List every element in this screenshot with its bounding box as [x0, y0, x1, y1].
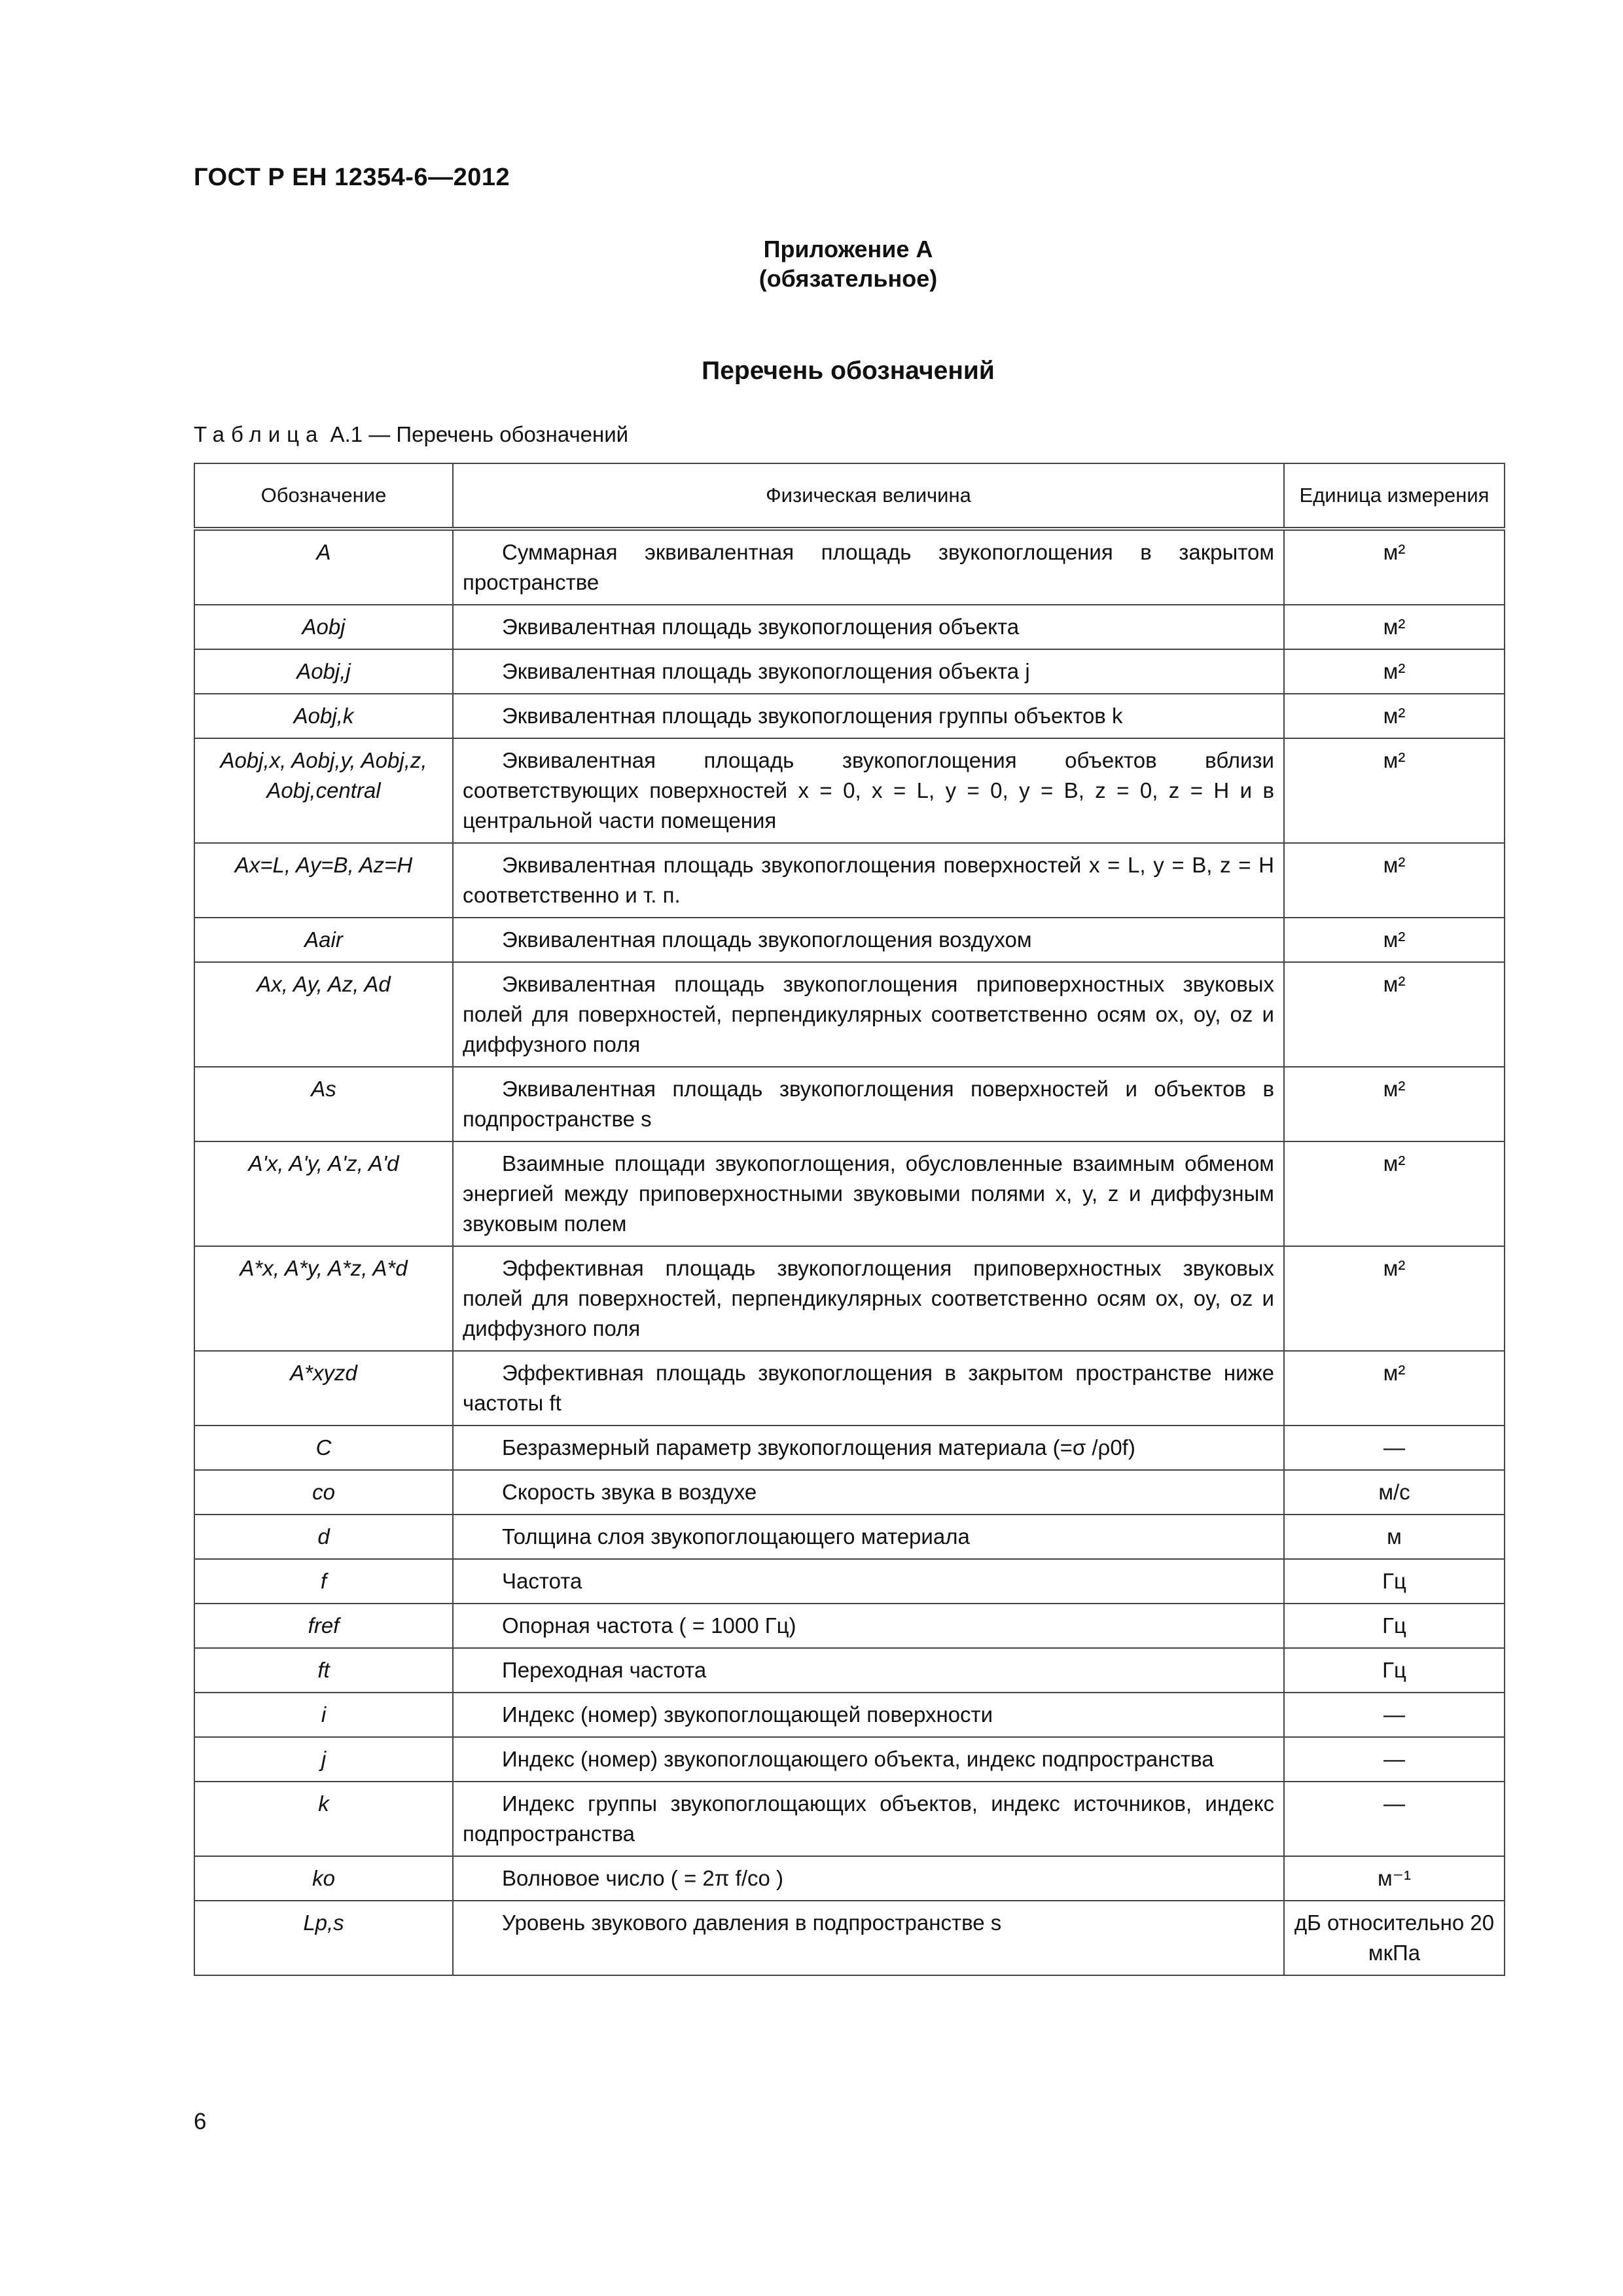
quantity-cell	[453, 1470, 1284, 1515]
unit-cell: м²	[1284, 1351, 1505, 1426]
unit-cell: м²	[1284, 529, 1505, 605]
symbol-cell: Aobj	[194, 605, 453, 649]
symbol-cell: d	[194, 1515, 453, 1559]
quantity-cell	[453, 1604, 1284, 1648]
table-row	[194, 1782, 1505, 1856]
table-row	[194, 962, 1505, 1067]
quantity-text: Опорная частота ( = 1000 Гц)	[502, 1613, 796, 1638]
symbol-cell: A*x, A*y, A*z, A*d	[194, 1246, 453, 1351]
table-row	[194, 1559, 1505, 1604]
symbol-cell: i	[194, 1693, 453, 1737]
unit-cell: —	[1284, 1426, 1505, 1470]
quantity-text: Эквивалентная площадь звукопоглощения воздухом	[502, 927, 1032, 952]
symbol-cell: ft	[194, 1648, 453, 1693]
unit-cell: м²	[1284, 738, 1505, 843]
table-row	[194, 1351, 1505, 1426]
section-title: Перечень обозначений	[702, 357, 995, 385]
table-row	[194, 1246, 1505, 1351]
unit-cell: Гц	[1284, 1559, 1505, 1604]
unit-cell: м²	[1284, 918, 1505, 962]
unit-cell: м²	[1284, 1141, 1505, 1246]
unit-cell: м⁻¹	[1284, 1856, 1505, 1901]
table-row	[194, 1737, 1505, 1782]
symbol-cell: Aobj,x, Aobj,y, Aobj,z, Aobj,central	[194, 738, 453, 843]
quantity-text: Эквивалентная площадь звукопоглощения приповерхностных звуковых полей для поверхностей, перпендикулярных соответственно осям ox, oy, oz и диффузного поля	[463, 972, 1274, 1056]
quantity-cell	[453, 1351, 1284, 1426]
quantity-cell	[453, 694, 1284, 738]
symbol-cell: Aobj,j	[194, 649, 453, 694]
quantity-cell	[453, 918, 1284, 962]
document-id: ГОСТ Р ЕН 12354-6—2012	[194, 164, 510, 191]
quantity-cell	[453, 1067, 1284, 1141]
symbol-cell: C	[194, 1426, 453, 1470]
quantity-text: Эквивалентная площадь звукопоглощения поверхностей x = L, y = B, z = H соответственно и т. п.	[463, 853, 1274, 907]
quantity-text: Эквивалентная площадь звукопоглощения группы объектов k	[502, 704, 1123, 728]
table-row	[194, 1426, 1505, 1470]
table-caption	[194, 422, 628, 447]
quantity-cell	[453, 738, 1284, 843]
unit-cell: дБ относительно 20 мкПа	[1284, 1901, 1505, 1975]
quantity-text: Индекс (номер) звукопоглощающего объекта, индекс подпространства	[502, 1747, 1214, 1771]
table-row	[194, 1856, 1505, 1901]
quantity-cell	[453, 1426, 1284, 1470]
quantity-text: Безразмерный параметр звукопоглощения материала (=σ /ρ0f)	[502, 1435, 1135, 1460]
unit-cell: м²	[1284, 1246, 1505, 1351]
symbol-cell: Ax, Ay, Az, Ad	[194, 962, 453, 1067]
quantity-text: Эквивалентная площадь звукопоглощения объекта j	[502, 659, 1030, 683]
annex-title: Приложение А	[763, 236, 933, 262]
symbol-cell: fref	[194, 1604, 453, 1648]
quantity-cell	[453, 1648, 1284, 1693]
quantity-text: Волновое число ( = 2π f/co )	[502, 1866, 784, 1890]
unit-cell: м²	[1284, 649, 1505, 694]
page-number: 6	[194, 2109, 207, 2134]
table-row	[194, 1901, 1505, 1975]
quantity-text: Частота	[502, 1569, 582, 1593]
unit-cell: Гц	[1284, 1648, 1505, 1693]
quantity-cell	[453, 1515, 1284, 1559]
quantity-cell	[453, 1559, 1284, 1604]
table-row	[194, 843, 1505, 918]
table-row	[194, 1693, 1505, 1737]
unit-cell: м²	[1284, 1067, 1505, 1141]
table-header-row	[194, 463, 1505, 529]
quantity-cell	[453, 1141, 1284, 1246]
quantity-cell	[453, 605, 1284, 649]
table-row	[194, 1067, 1505, 1141]
symbol-cell: Ax=L, Ay=B, Az=H	[194, 843, 453, 918]
quantity-text: Индекс (номер) звукопоглощающей поверхности	[502, 1702, 993, 1727]
unit-cell: —	[1284, 1693, 1505, 1737]
symbol-cell: Lp,s	[194, 1901, 453, 1975]
quantity-text: Скорость звука в воздухе	[502, 1480, 757, 1504]
quantity-cell	[453, 1693, 1284, 1737]
table-row	[194, 738, 1505, 843]
quantity-text: Взаимные площади звукопоглощения, обусловленные взаимным обменом энергией между приповерхностными звуковыми полями x, y, z и диффузным звуковым полем	[463, 1151, 1274, 1236]
table-row	[194, 1604, 1505, 1648]
table-row	[194, 1470, 1505, 1515]
quantity-text: Эквивалентная площадь звукопоглощения объекта	[502, 615, 1020, 639]
unit-cell: м²	[1284, 843, 1505, 918]
annex-status: (обязательное)	[758, 265, 938, 292]
header-unit: Единица измерения	[1284, 463, 1505, 529]
unit-cell: м²	[1284, 605, 1505, 649]
quantity-cell	[453, 1246, 1284, 1351]
unit-cell: м²	[1284, 694, 1505, 738]
symbol-cell: ko	[194, 1856, 453, 1901]
table-row	[194, 918, 1505, 962]
symbol-cell: f	[194, 1559, 453, 1604]
quantity-text: Толщина слоя звукопоглощающего материала	[502, 1524, 970, 1549]
quantity-cell	[453, 1737, 1284, 1782]
quantity-cell	[453, 649, 1284, 694]
symbol-cell: co	[194, 1470, 453, 1515]
symbol-cell: As	[194, 1067, 453, 1141]
quantity-text: Эквивалентная площадь звукопоглощения поверхностей и объектов в подпространстве s	[463, 1077, 1274, 1131]
unit-cell: м/с	[1284, 1470, 1505, 1515]
table-row	[194, 694, 1505, 738]
unit-cell: Гц	[1284, 1604, 1505, 1648]
quantity-text: Индекс группы звукопоглощающих объектов, индекс источников, индекс подпространства	[463, 1791, 1274, 1846]
quantity-cell	[453, 1782, 1284, 1856]
header-symbol: Обозначение	[194, 463, 453, 529]
symbol-cell: Aobj,k	[194, 694, 453, 738]
quantity-text: Переходная частота	[502, 1658, 707, 1682]
table-row	[194, 1515, 1505, 1559]
quantity-cell	[453, 1856, 1284, 1901]
table-caption-prefix: Таблица	[194, 422, 325, 446]
quantity-text: Суммарная эквивалентная площадь звукопоглощения в закрытом пространстве	[463, 540, 1274, 594]
table-caption-text: А.1 — Перечень обозначений	[324, 422, 629, 446]
symbol-cell: k	[194, 1782, 453, 1856]
symbol-cell: A	[194, 529, 453, 605]
symbol-cell: j	[194, 1737, 453, 1782]
table-row	[194, 649, 1505, 694]
symbols-table	[194, 463, 1505, 1976]
table-row	[194, 605, 1505, 649]
quantity-text: Эквивалентная площадь звукопоглощения объектов вблизи соответствующих поверхностей x = 0, x = L, y = 0, y = B, z = 0, z = H и в центральной части помещения	[463, 748, 1274, 833]
quantity-cell	[453, 1901, 1284, 1975]
symbol-cell: A*xyzd	[194, 1351, 453, 1426]
unit-cell: —	[1284, 1782, 1505, 1856]
quantity-cell	[453, 962, 1284, 1067]
header-quantity: Физическая величина	[453, 463, 1284, 529]
symbol-cell: A'x, A'y, A'z, A'd	[194, 1141, 453, 1246]
quantity-text: Эффективная площадь звукопоглощения в закрытом пространстве ниже частоты ft	[463, 1361, 1274, 1415]
quantity-text: Уровень звукового давления в подпространстве s	[502, 1910, 1002, 1935]
table-row	[194, 529, 1505, 605]
quantity-cell	[453, 843, 1284, 918]
unit-cell: м	[1284, 1515, 1505, 1559]
table-row	[194, 1648, 1505, 1693]
quantity-text: Эффективная площадь звукопоглощения приповерхностных звуковых полей для поверхностей, перпендикулярных соответственно осям ox, oy, oz и диффузного поля	[463, 1256, 1274, 1340]
symbol-cell: Aair	[194, 918, 453, 962]
table-row	[194, 1141, 1505, 1246]
quantity-cell	[453, 529, 1284, 605]
unit-cell: —	[1284, 1737, 1505, 1782]
unit-cell: м²	[1284, 962, 1505, 1067]
